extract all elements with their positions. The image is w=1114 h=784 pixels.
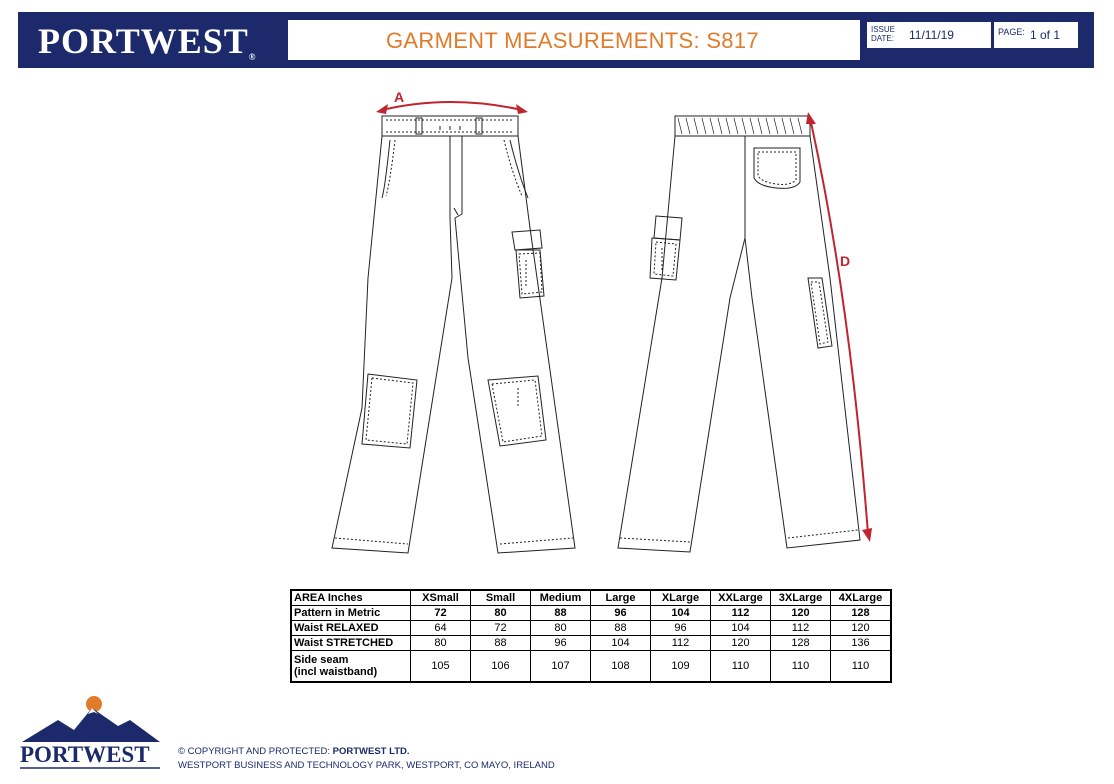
table-cell: 88 bbox=[471, 636, 531, 651]
table-cell: 88 bbox=[591, 621, 651, 636]
row-label: Waist RELAXED bbox=[291, 621, 411, 636]
trouser-technical-drawing bbox=[290, 78, 910, 568]
footer-logo bbox=[18, 690, 164, 774]
footer-copyright: © COPYRIGHT AND PROTECTED: PORTWEST LTD. WESTPORT BUSINESS AND TECHNOLOGY PARK, WESTPORT, CO MAYO, IRELAND bbox=[178, 746, 555, 771]
row-label: Waist STRETCHED bbox=[291, 636, 411, 651]
front-view-trousers bbox=[332, 116, 575, 553]
table-cell: 80 bbox=[411, 636, 471, 651]
page-box bbox=[993, 21, 1079, 49]
table-cell: 88 bbox=[531, 606, 591, 621]
table-cell: 96 bbox=[531, 636, 591, 651]
table-cell: 112 bbox=[771, 621, 831, 636]
header-cell: Medium bbox=[531, 590, 591, 606]
table-cell: 112 bbox=[711, 606, 771, 621]
header-cell: Small bbox=[471, 590, 531, 606]
page-value: 1 of 1 bbox=[1030, 28, 1061, 42]
header-cell: XLarge bbox=[651, 590, 711, 606]
label-d: D bbox=[840, 253, 851, 269]
label-a: A bbox=[394, 89, 405, 105]
measurements-table bbox=[290, 589, 892, 683]
row-label: Pattern in Metric bbox=[291, 606, 411, 621]
table-row bbox=[291, 651, 891, 683]
issue-date-box bbox=[866, 21, 992, 49]
table-cell: 109 bbox=[651, 651, 711, 683]
title-box bbox=[288, 20, 860, 60]
header-cell: 3XLarge bbox=[771, 590, 831, 606]
row-label: Side seam (incl waistband) bbox=[291, 651, 411, 683]
table-cell: 104 bbox=[651, 606, 711, 621]
header-cell: 4XLarge bbox=[831, 590, 892, 606]
table-cell: 80 bbox=[531, 621, 591, 636]
header-cell: AREA Inches bbox=[291, 590, 411, 606]
header-bar bbox=[18, 12, 1094, 68]
table-cell: 136 bbox=[831, 636, 892, 651]
table-cell: 128 bbox=[771, 636, 831, 651]
table-cell: 72 bbox=[471, 621, 531, 636]
table-cell: 106 bbox=[471, 651, 531, 683]
table-cell: 108 bbox=[591, 651, 651, 683]
table-row bbox=[291, 606, 891, 621]
footer-address: WESTPORT BUSINESS AND TECHNOLOGY PARK, WESTPORT, CO MAYO, IRELAND bbox=[178, 760, 555, 771]
issue-date-label: ISSUE DATE: bbox=[871, 25, 896, 43]
table-cell: 128 bbox=[831, 606, 892, 621]
mountain-icon bbox=[22, 708, 160, 742]
measurement-a-arrow bbox=[376, 89, 528, 114]
issue-date-value: 11/11/19 bbox=[909, 28, 954, 42]
table-cell: 96 bbox=[651, 621, 711, 636]
table-cell: 64 bbox=[411, 621, 471, 636]
table-cell: 107 bbox=[531, 651, 591, 683]
table-cell: 110 bbox=[771, 651, 831, 683]
table-row bbox=[291, 636, 891, 651]
table-cell: 112 bbox=[651, 636, 711, 651]
table-cell: 80 bbox=[471, 606, 531, 621]
page-title: GARMENT MEASUREMENTS: S817 bbox=[386, 28, 759, 53]
table-cell: 120 bbox=[711, 636, 771, 651]
page-label: PAGE: bbox=[998, 27, 1025, 37]
table-cell: 96 bbox=[591, 606, 651, 621]
table-row bbox=[291, 621, 891, 636]
table-cell: 104 bbox=[711, 621, 771, 636]
table-cell: 105 bbox=[411, 651, 471, 683]
table-cell: 104 bbox=[591, 636, 651, 651]
footer-brand: PORTWEST bbox=[20, 742, 150, 767]
header-cell: XSmall bbox=[411, 590, 471, 606]
header-cell: XXLarge bbox=[711, 590, 771, 606]
table-cell: 120 bbox=[831, 621, 892, 636]
header-cell: Large bbox=[591, 590, 651, 606]
table-cell: 120 bbox=[771, 606, 831, 621]
table-header-row bbox=[291, 590, 891, 606]
table-cell: 110 bbox=[711, 651, 771, 683]
table-cell: 72 bbox=[411, 606, 471, 621]
table-cell: 110 bbox=[831, 651, 892, 683]
brand-logo: PORTWEST® bbox=[38, 21, 257, 62]
